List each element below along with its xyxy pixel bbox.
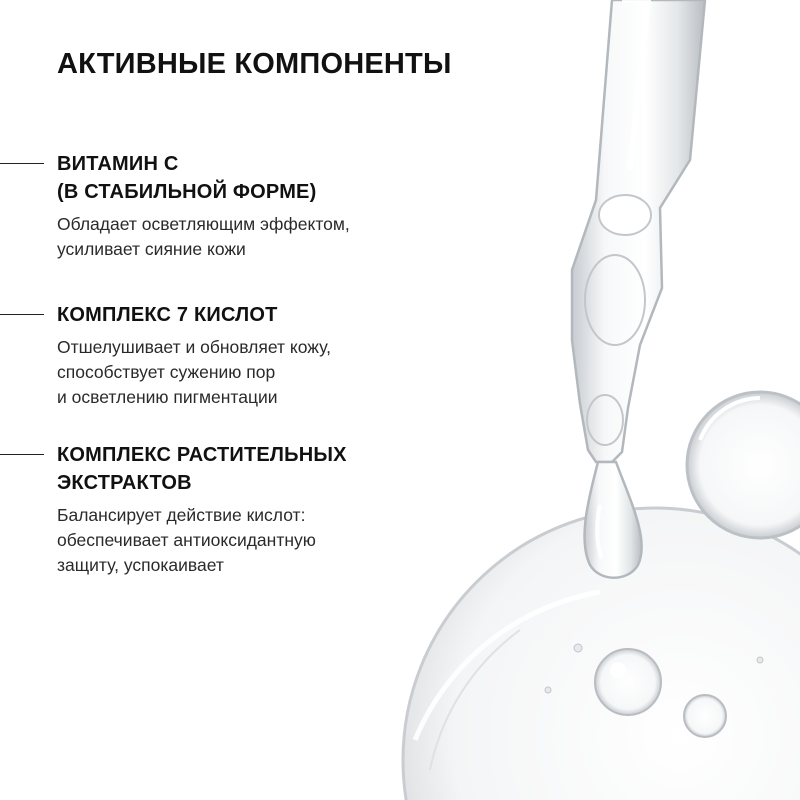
component-vitamin-c (57, 150, 437, 262)
glass-pipette-icon (572, 0, 705, 462)
component-acids-complex (57, 301, 437, 410)
component-description-line: и осветлению пигментации (57, 387, 278, 407)
component-description-line: обеспечивает антиоксидантную (57, 530, 316, 550)
component-description-line: Обладает осветляющим эффектом, (57, 214, 350, 234)
component-heading-line: (В СТАБИЛЬНОЙ ФОРМЕ) (57, 181, 317, 203)
component-heading (57, 150, 437, 206)
component-description-line: Отшелушивает и обновляет кожу, (57, 337, 332, 357)
component-description (57, 335, 437, 410)
component-heading-line: ЭКСТРАКТОВ (57, 472, 192, 494)
divider-line (0, 314, 44, 315)
component-heading (57, 441, 437, 497)
component-heading (57, 301, 437, 329)
component-plant-extracts (57, 441, 437, 578)
serum-bubble-icon (687, 392, 800, 538)
component-heading-line: ВИТАМИН С (57, 153, 179, 175)
component-description-line: усиливает сияние кожи (57, 239, 246, 259)
component-description (57, 212, 437, 262)
divider-line (0, 163, 44, 164)
component-description-line: способствует сужению пор (57, 362, 276, 382)
component-description-line: Балансирует действие кислот: (57, 505, 306, 525)
page-title: АКТИВНЫЕ КОМПОНЕНТЫ (57, 48, 452, 80)
divider-line (0, 454, 44, 455)
component-heading-line: КОМПЛЕКС РАСТИТЕЛЬНЫХ (57, 444, 347, 466)
serum-drop-icon (585, 462, 642, 578)
component-heading-line: КОМПЛЕКС 7 КИСЛОТ (57, 304, 278, 326)
component-description-line: защиту, успокаивает (57, 555, 224, 575)
serum-pool-icon (403, 508, 800, 800)
component-description (57, 503, 437, 578)
